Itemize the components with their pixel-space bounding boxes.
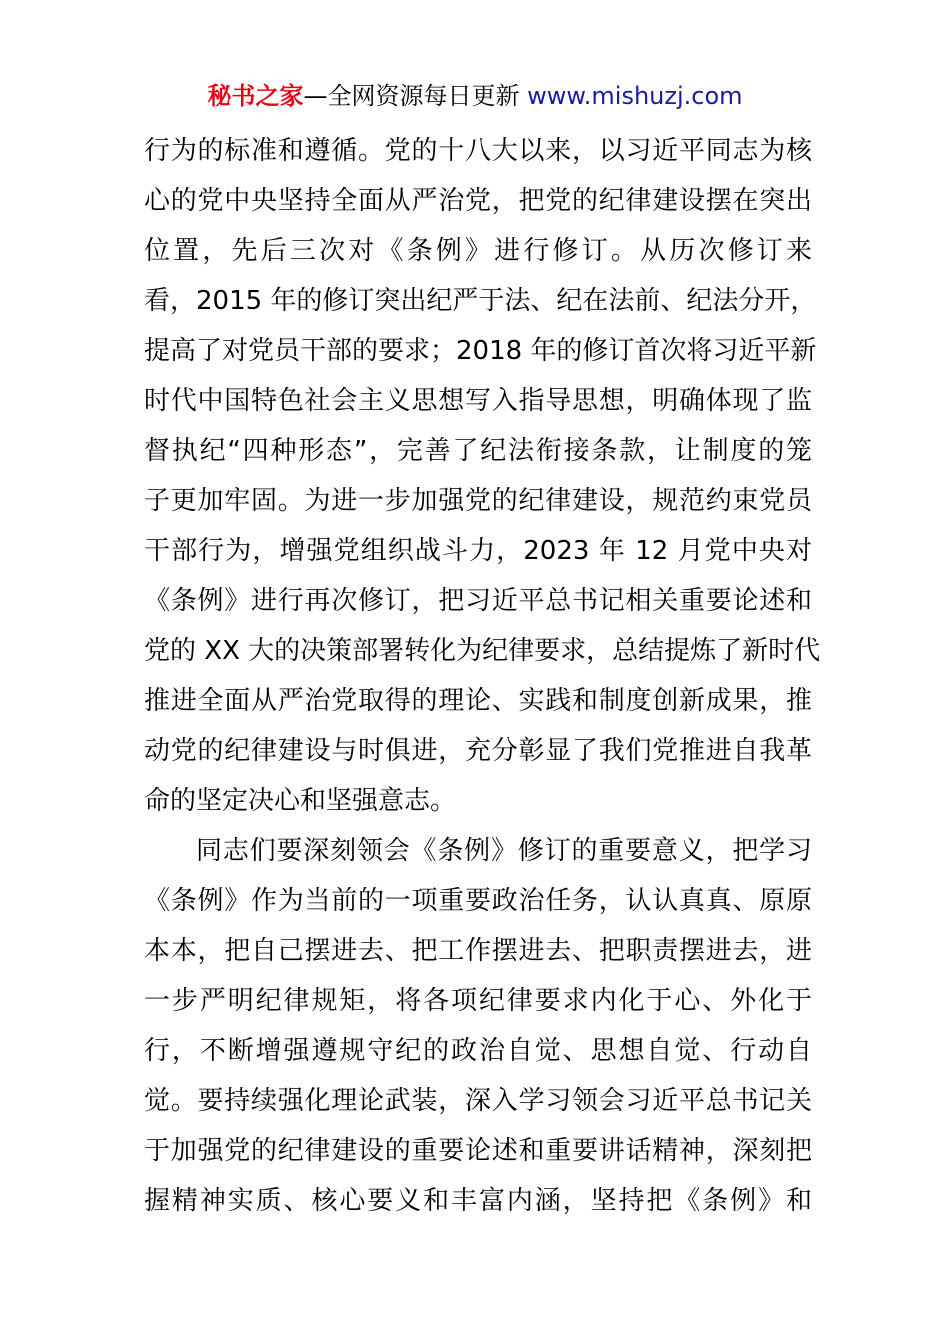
text-line: 一步严明纪律规矩，将各项纪律要求内化于心、外化于 xyxy=(144,986,812,1016)
text-line: 于加强党的纪律建设的重要论述和重要讲话精神，深刻把 xyxy=(144,1136,812,1166)
text-line: 推进全面从严治党取得的理论、实践和制度创新成果，推 xyxy=(144,686,812,716)
site-tagline: —全网资源每日更新 xyxy=(303,82,520,110)
text-line: 干部行为，增强党组织战斗力，2023 年 12 月党中央对 xyxy=(144,536,812,566)
text-line: 本本，把自己摆进去、把工作摆进去、把职责摆进去，进 xyxy=(144,936,812,966)
text-line: 命的坚定决心和坚强意志。 xyxy=(144,786,457,816)
text-line: 时代中国特色社会主义思想写入指导思想，明确体现了监 xyxy=(144,386,812,416)
text-line: 行为的标准和遵循。党的十八大以来，以习近平同志为核 xyxy=(144,136,812,166)
text-line: 握精神实质、核心要义和丰富内涵，坚持把《条例》和 xyxy=(144,1186,812,1216)
text-line: 位置，先后三次对《条例》进行修订。从历次修订来 xyxy=(144,236,812,266)
text-line: 党的 XX 大的决策部署转化为纪律要求，总结提炼了新时代 xyxy=(144,636,821,666)
text-line: 督执纪“四种形态”，完善了纪法衔接条款，让制度的笼 xyxy=(144,436,812,466)
text-line: 子更加牢固。为进一步加强党的纪律建设，规范约束党员 xyxy=(144,486,812,516)
paragraph xyxy=(144,126,821,826)
text-line: 《条例》进行再次修订，把习近平总书记相关重要论述和 xyxy=(144,586,812,616)
document-body xyxy=(144,126,821,1226)
text-line: 心的党中央坚持全面从严治党，把党的纪律建设摆在突出 xyxy=(144,186,812,216)
text-line: 《条例》作为当前的一项重要政治任务，认认真真、原原 xyxy=(144,886,812,916)
paragraph xyxy=(144,826,812,1226)
text-line: 同志们要深刻领会《条例》修订的重要意义，把学习 xyxy=(196,836,812,866)
text-line: 动党的纪律建设与时俱进，充分彰显了我们党推进自我革 xyxy=(144,736,812,766)
text-line: 觉。要持续强化理论武装，深入学习领会习近平总书记关 xyxy=(144,1086,812,1116)
site-brand: 秘书之家 xyxy=(207,82,304,110)
site-header xyxy=(0,80,950,112)
text-line: 提高了对党员干部的要求；2018 年的修订首次将习近平新 xyxy=(144,336,817,366)
text-line: 看，2015 年的修订突出纪严于法、纪在法前、纪法分开， xyxy=(144,286,817,316)
site-url-link[interactable]: www.mishuzj.com xyxy=(527,82,743,110)
text-line: 行，不断增强遵规守纪的政治自觉、思想自觉、行动自 xyxy=(144,1036,812,1066)
